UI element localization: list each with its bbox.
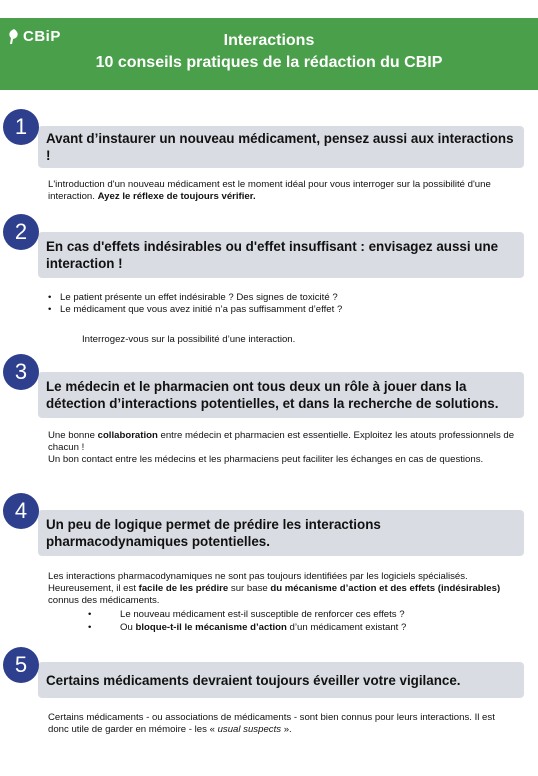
section-4-text: Les interactions pharmacodynamiques ne sont pas toujours identifiées par les logiciels spécialisés. Heureusement, il est <box>48 571 468 594</box>
section-4-text: sur base <box>228 583 271 594</box>
bullet-dot: • <box>48 304 52 315</box>
section-text-5 <box>48 712 518 736</box>
bullet-text: Ou <box>120 622 136 633</box>
section-heading-2: En cas d'effets indésirables ou d'effet insuffisant : envisagez aussi une interaction ! <box>38 232 524 278</box>
section-2-note: Interrogez-vous sur la possibilité d’une interaction. <box>82 334 296 345</box>
section-5-text: ». <box>281 724 292 735</box>
section-number-1: 1 <box>3 109 39 145</box>
page-title: Interactions <box>223 32 315 49</box>
bullet-item: Le nouveau médicament est-il susceptible de renforcer ces effets ? <box>120 609 405 620</box>
section-5-italic: usual suspects <box>217 724 282 735</box>
section-3-text: Une bonne <box>48 430 98 441</box>
bullet-item: Le médicament que vous avez initié n’a pas suffisamment d’effet ? <box>60 304 343 315</box>
section-number-5: 5 <box>3 647 39 683</box>
logo-text: CBiP <box>23 28 61 45</box>
section-5-text: Certains médicaments - ou associations de médicaments - sont bien connus pour leurs interactions. Il est donc utile de garder en mémoire - les « <box>48 712 495 735</box>
bullet-item: Le patient présente un effet indésirable ? Des signes de toxicité ? <box>60 292 338 303</box>
section-3-text: entre médecin et pharmacien est essentielle. Exploitez les atouts professionnels de chacun ! <box>48 430 515 453</box>
section-4-text: connus des médicaments. <box>48 595 160 606</box>
section-number-3: 3 <box>3 354 39 390</box>
bullet-dot: • <box>88 609 92 620</box>
bullet-item <box>120 622 406 634</box>
section-text-1 <box>48 179 518 203</box>
section-heading-1: Avant d’instaurer un nouveau médicament, pensez aussi aux interactions ! <box>38 126 524 168</box>
section-4-bold: du mécanisme d’action et des effets (indésirables) <box>270 583 501 594</box>
bullet-dot: • <box>48 292 52 303</box>
section-3-bold: collaboration <box>97 430 158 441</box>
section-number-4: 4 <box>3 493 39 529</box>
header-banner <box>0 18 538 90</box>
bullet-dot: • <box>88 622 92 633</box>
section-text-3 <box>48 430 518 466</box>
section-heading-4: Un peu de logique permet de prédire les interactions pharmacodynamiques potentielles. <box>38 510 524 556</box>
page-subtitle: 10 conseils pratiques de la rédaction du CBIP <box>95 54 443 71</box>
section-4-bold: facile de les prédire <box>138 583 229 594</box>
section-heading-3: Le médecin et le pharmacien ont tous deux un rôle à jouer dans la détection d’interactions potentielles, et dans la recherche de solutions. <box>38 372 524 418</box>
section-1-text: L'introduction d'un nouveau médicament est le moment idéal pour vous interroger sur la possibilité d'une interaction. <box>48 179 491 202</box>
section-3-paragraph-1 <box>48 430 518 454</box>
section-1-bold: Ayez le réflexe de toujours vérifier. <box>97 191 256 202</box>
section-3-paragraph-2: Un bon contact entre les médecins et les pharmaciens peut faciliter les échanges en cas de questions. <box>48 454 484 465</box>
section-number-2: 2 <box>3 214 39 250</box>
bullet-text: d’un médicament existant ? <box>286 622 407 633</box>
section-text-4 <box>48 571 518 607</box>
bullet-bold: bloque-t-il le mécanisme d’action <box>135 622 287 633</box>
section-heading-5: Certains médicaments devraient toujours éveiller votre vigilance. <box>38 662 524 698</box>
